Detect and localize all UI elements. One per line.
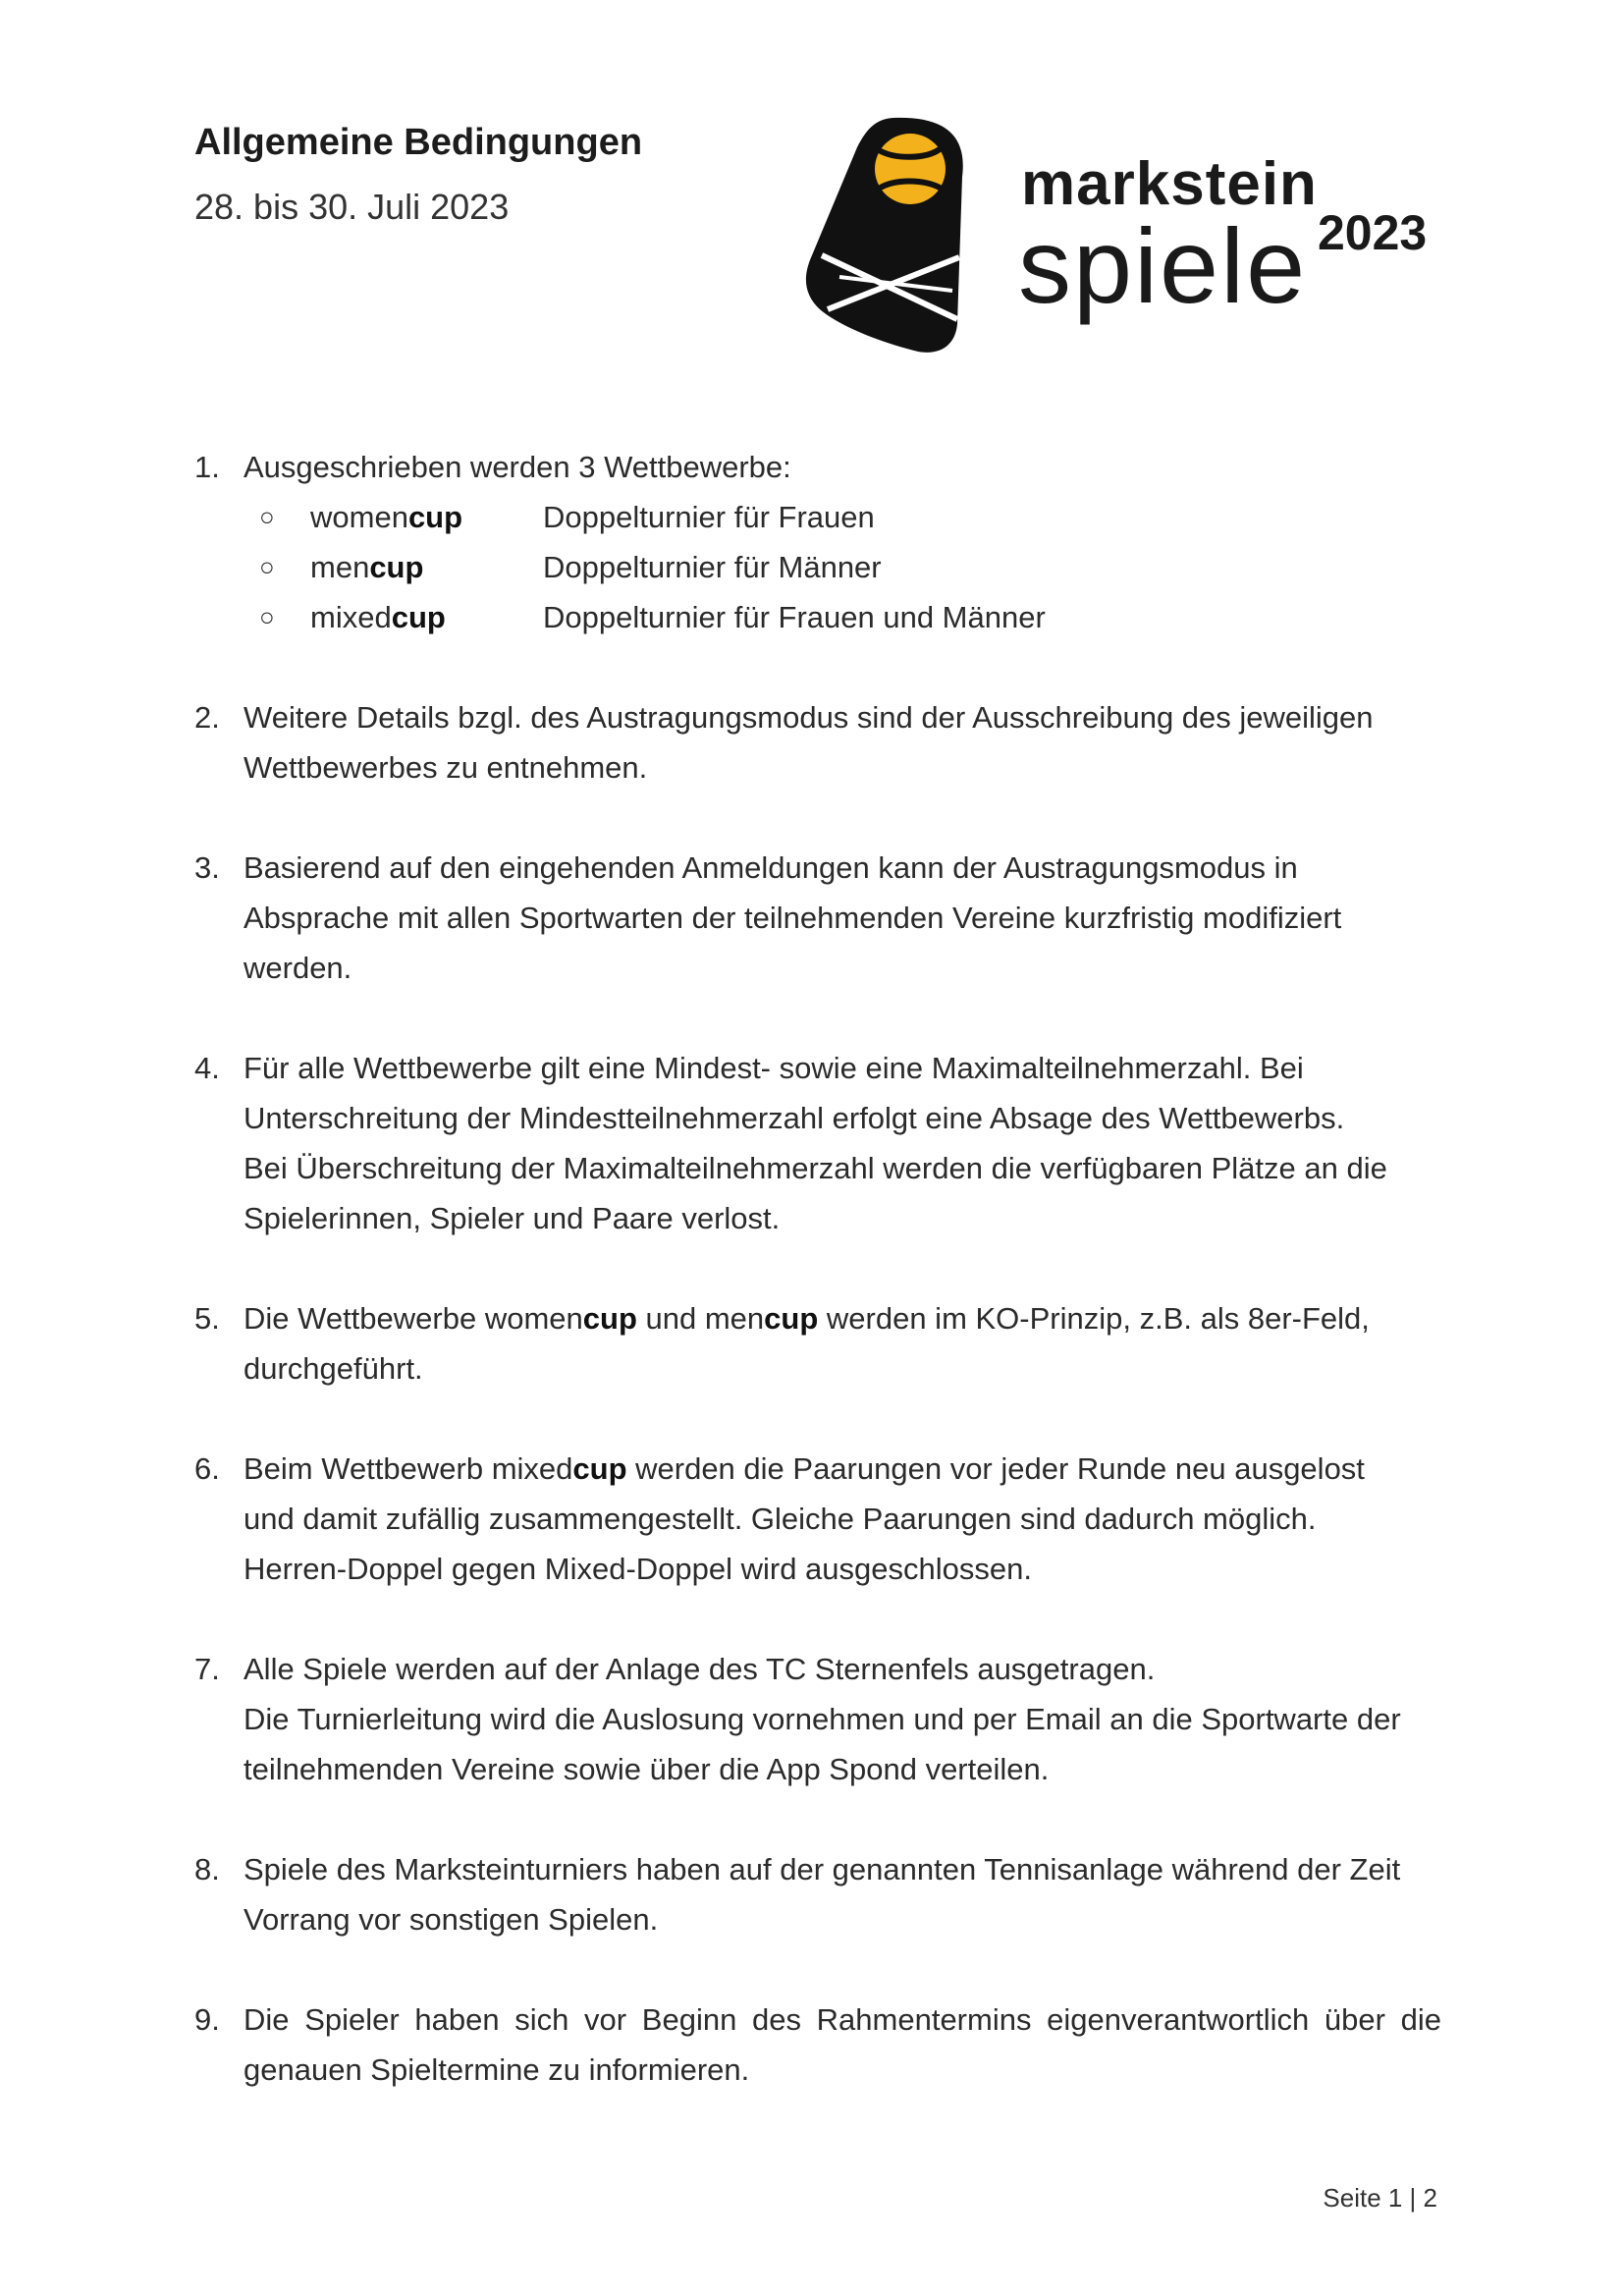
clause-6 — [194, 1444, 1441, 1594]
clause-number: 8. — [194, 1852, 220, 1886]
clause-2 — [194, 692, 1441, 793]
competition-list — [243, 492, 1441, 642]
competition-item-mencup — [243, 542, 1441, 592]
clause-line: Herren-Doppel gegen Mixed-Doppel wird ausgeschlossen. — [243, 1552, 1032, 1586]
clause-number: 1. — [194, 450, 220, 484]
competition-item-mixedcup — [243, 592, 1441, 642]
clause-number: 9. — [194, 2002, 220, 2037]
competition-description: Doppelturnier für Frauen und Männer — [543, 600, 1046, 634]
clause-number: 5. — [194, 1301, 220, 1336]
clause-line: Spielerinnen, Spieler und Paare verlost. — [243, 1201, 781, 1235]
competition-description: Doppelturnier für Männer — [543, 550, 882, 584]
clause-justified-line: Die Spieler haben sich vor Beginn des Rahmentermins eigenverantwortlich über die — [243, 2002, 1441, 2037]
clause-number: 2. — [194, 700, 220, 735]
markstein-spiele-logo — [800, 108, 1448, 363]
competition-name: womencup — [310, 500, 463, 534]
clause-5 — [194, 1293, 1441, 1394]
bullet-circle: ○ — [259, 602, 275, 631]
clause-8 — [194, 1844, 1441, 1944]
clause-line: Beim Wettbewerb mixedcup werden die Paarungen vor jeder Runde neu ausgelost — [243, 1451, 1365, 1486]
clause-line: und damit zufällig zusammengestellt. Gleiche Paarungen sind dadurch möglich. — [243, 1502, 1317, 1536]
clause-line: genauen Spieltermine zu informieren. — [243, 2052, 750, 2087]
clause-line: Die Turnierleitung wird die Auslosung vornehmen und per Email an die Sportwarte der — [243, 1702, 1401, 1736]
conditions-list — [194, 442, 1441, 2095]
clause-3 — [194, 843, 1441, 993]
clause-number: 6. — [194, 1451, 220, 1486]
clause-4 — [194, 1043, 1441, 1243]
clause-line: Bei Überschreitung der Maximalteilnehmerzahl werden die verfügbaren Plätze an die — [243, 1151, 1387, 1185]
clause-number: 7. — [194, 1652, 220, 1686]
tennis-badge-icon — [800, 108, 987, 363]
clause-line: Unterschreitung der Mindestteilnehmerzahl erfolgt eine Absage des Wettbewerbs. — [243, 1101, 1345, 1135]
clause-line: Spiele des Marksteinturniers haben auf der genannten Tennisanlage während der Zeit — [243, 1852, 1401, 1886]
logo-word-spiele: spiele — [1018, 206, 1308, 325]
clause-line: Ausgeschrieben werden 3 Wettbewerbe: — [243, 450, 791, 484]
clause-line: werden. — [243, 951, 352, 985]
tennis-ball — [875, 134, 946, 204]
clause-line: Vorrang vor sonstigen Spielen. — [243, 1902, 659, 1937]
event-date: 28. bis 30. Juli 2023 — [194, 187, 510, 227]
clause-number: 4. — [194, 1051, 220, 1085]
competition-name: mixedcup — [310, 600, 446, 634]
page-number: Seite 1 | 2 — [1323, 2183, 1437, 2213]
bullet-circle: ○ — [259, 502, 275, 531]
clause-line: Basierend auf den eingehenden Anmeldungen kann der Austragungsmodus in — [243, 850, 1298, 885]
clause-line: Für alle Wettbewerbe gilt eine Mindest- sowie eine Maximalteilnehmerzahl. Bei — [243, 1051, 1304, 1085]
clause-7 — [194, 1644, 1441, 1794]
clause-9 — [194, 1995, 1441, 2095]
clause-number: 3. — [194, 850, 220, 885]
clause-line: Wettbewerbes zu entnehmen. — [243, 750, 648, 785]
logo-year: 2023 — [1318, 205, 1428, 260]
clause-line: Weitere Details bzgl. des Austragungsmodus sind der Ausschreibung des jeweiligen — [243, 700, 1374, 735]
clause-line: durchgeführt. — [243, 1351, 423, 1386]
competition-name: mencup — [310, 550, 424, 584]
clause-1 — [194, 442, 1441, 642]
document-title: Allgemeine Bedingungen — [194, 122, 643, 163]
logo-word-markstein: markstein — [1021, 150, 1318, 218]
bullet-circle: ○ — [259, 552, 275, 581]
competition-description: Doppelturnier für Frauen — [543, 500, 875, 534]
clause-line: Alle Spiele werden auf der Anlage des TC Sternenfels ausgetragen. — [243, 1652, 1156, 1686]
clause-line: teilnehmenden Vereine sowie über die App Spond verteilen. — [243, 1752, 1050, 1786]
clause-line: Die Wettbewerbe womencup und mencup werden im KO-Prinzip, z.B. als 8er-Feld, — [243, 1301, 1370, 1336]
competition-item-womencup — [243, 492, 1441, 542]
clause-line: Absprache mit allen Sportwarten der teilnehmenden Vereine kurzfristig modifiziert — [243, 901, 1342, 935]
